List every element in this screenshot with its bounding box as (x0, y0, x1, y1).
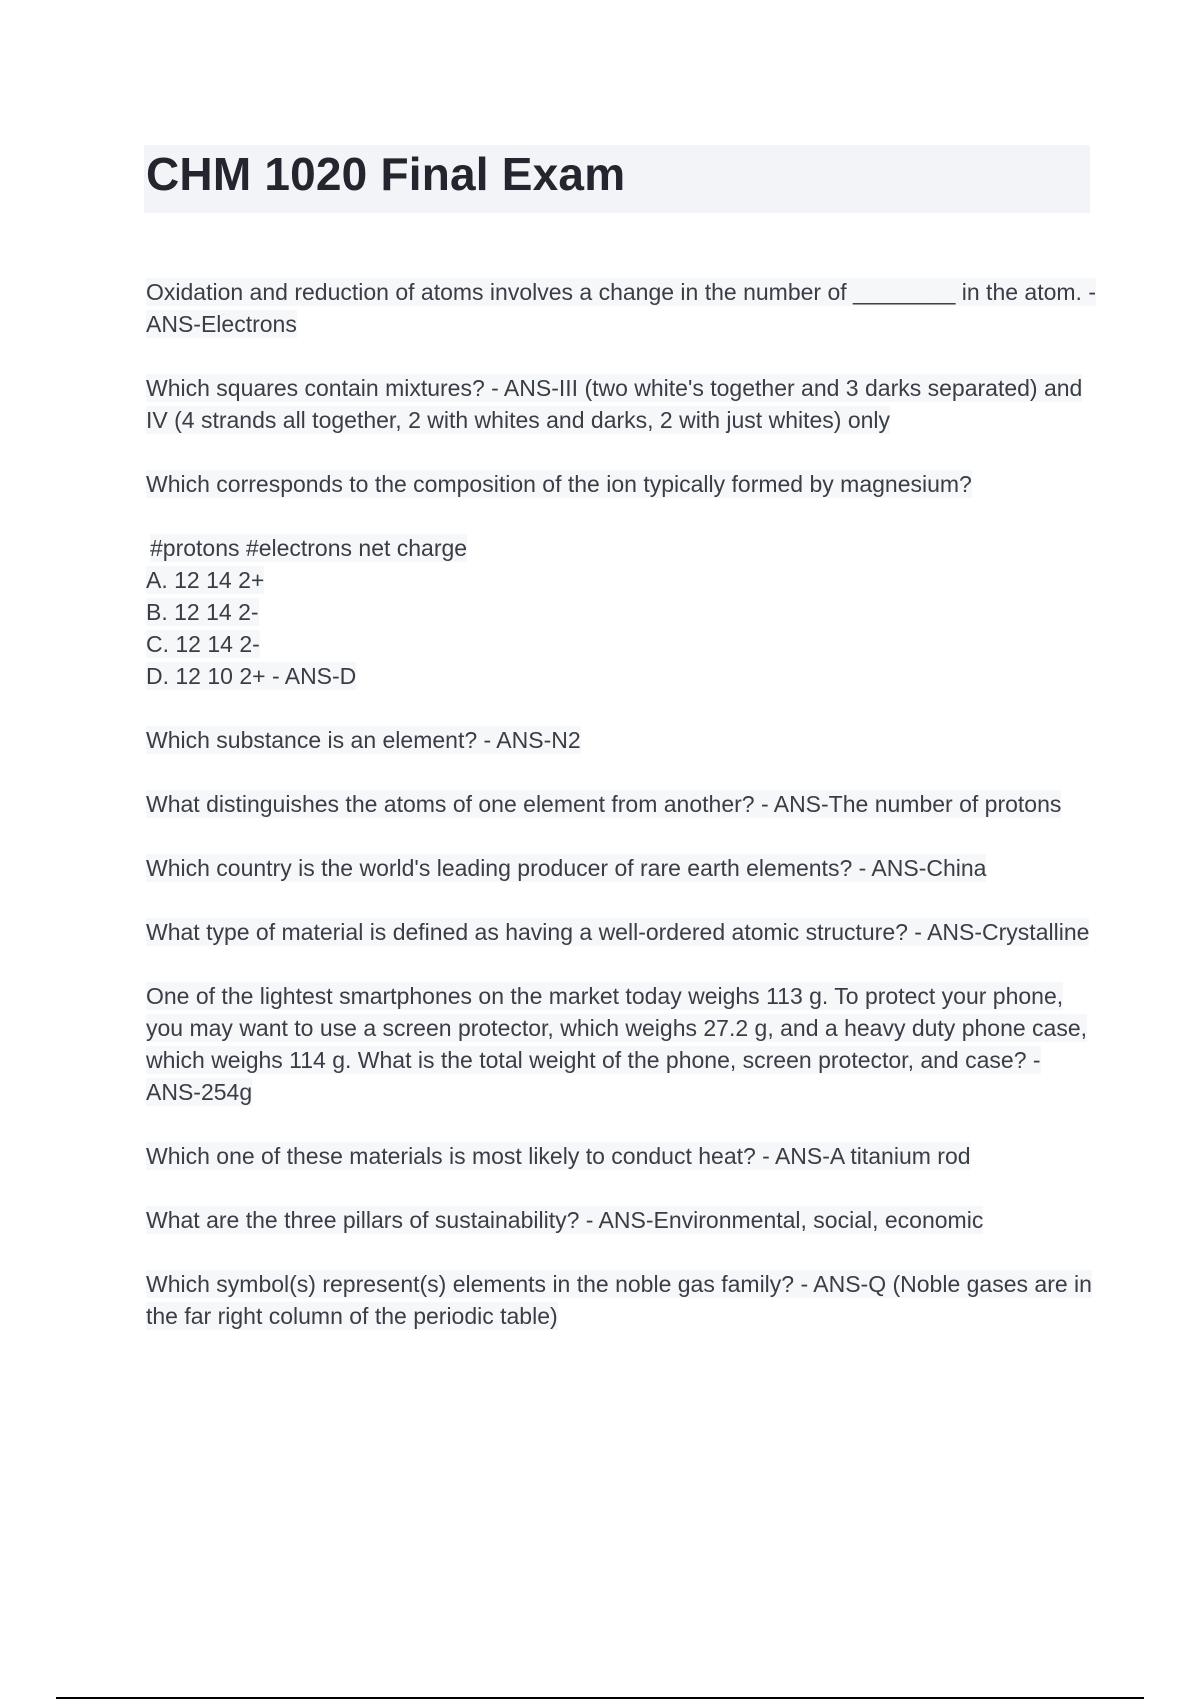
qa-item (146, 852, 1096, 884)
answer-option: A. 12 14 2+ (146, 567, 265, 593)
qa-item (146, 788, 1096, 820)
qa-text: One of the lightest smartphones on the market today weighs 113 g. To protect your phone, you may want to use a screen protector, which weighs 27.2 g, and a heavy duty phone case, which weighs 114 g. What is the total weight of the phone, screen protector, and case? - ANS-254g (146, 983, 1088, 1105)
qa-text: Which substance is an element? - ANS-N2 (146, 727, 581, 753)
qa-prompt: Which corresponds to the composition of the ion typically formed by magnesium? (146, 471, 972, 497)
answer-option: C. 12 14 2- (146, 631, 260, 657)
qa-text: Which country is the world's leading producer of rare earth elements? - ANS-China (146, 855, 987, 881)
qa-item (146, 980, 1096, 1108)
qa-text: What distinguishes the atoms of one element from another? - ANS-The number of protons (146, 791, 1062, 817)
page-title: CHM 1020 Final Exam (146, 148, 626, 200)
qa-text: Which symbol(s) represent(s) elements in the noble gas family? - ANS-Q (Noble gases are in the far right column of the periodic table) (146, 1271, 1092, 1329)
qa-text: What are the three pillars of sustainability? - ANS-Environmental, social, economic (146, 1207, 984, 1233)
qa-text: Which squares contain mixtures? - ANS-III (two white's together and 3 darks separated) and IV (4 strands all together, 2 with whites and darks, 2 with just whites) only (146, 375, 1083, 433)
qa-item (146, 276, 1096, 340)
answer-table-header: #protons #electrons net charge (150, 535, 468, 561)
answer-option: D. 12 10 2+ - ANS-D (146, 663, 357, 689)
qa-text: Which one of these materials is most likely to conduct heat? - ANS-A titanium rod (146, 1143, 971, 1169)
qa-item (146, 1268, 1096, 1332)
page-bottom-rule (56, 1697, 1144, 1699)
qa-item (146, 916, 1096, 948)
qa-item-magnesium (146, 468, 1096, 692)
qa-text: What type of material is defined as having a well-ordered atomic structure? - ANS-Crystalline (146, 919, 1090, 945)
answer-option: B. 12 14 2- (146, 599, 259, 625)
qa-item (146, 372, 1096, 436)
qa-text: Oxidation and reduction of atoms involves a change in the number of ________ in the atom. - ANS-Electrons (146, 279, 1096, 337)
qa-item (146, 1140, 1096, 1172)
qa-list (146, 276, 1096, 1364)
qa-item (146, 1204, 1096, 1236)
qa-item (146, 724, 1096, 756)
